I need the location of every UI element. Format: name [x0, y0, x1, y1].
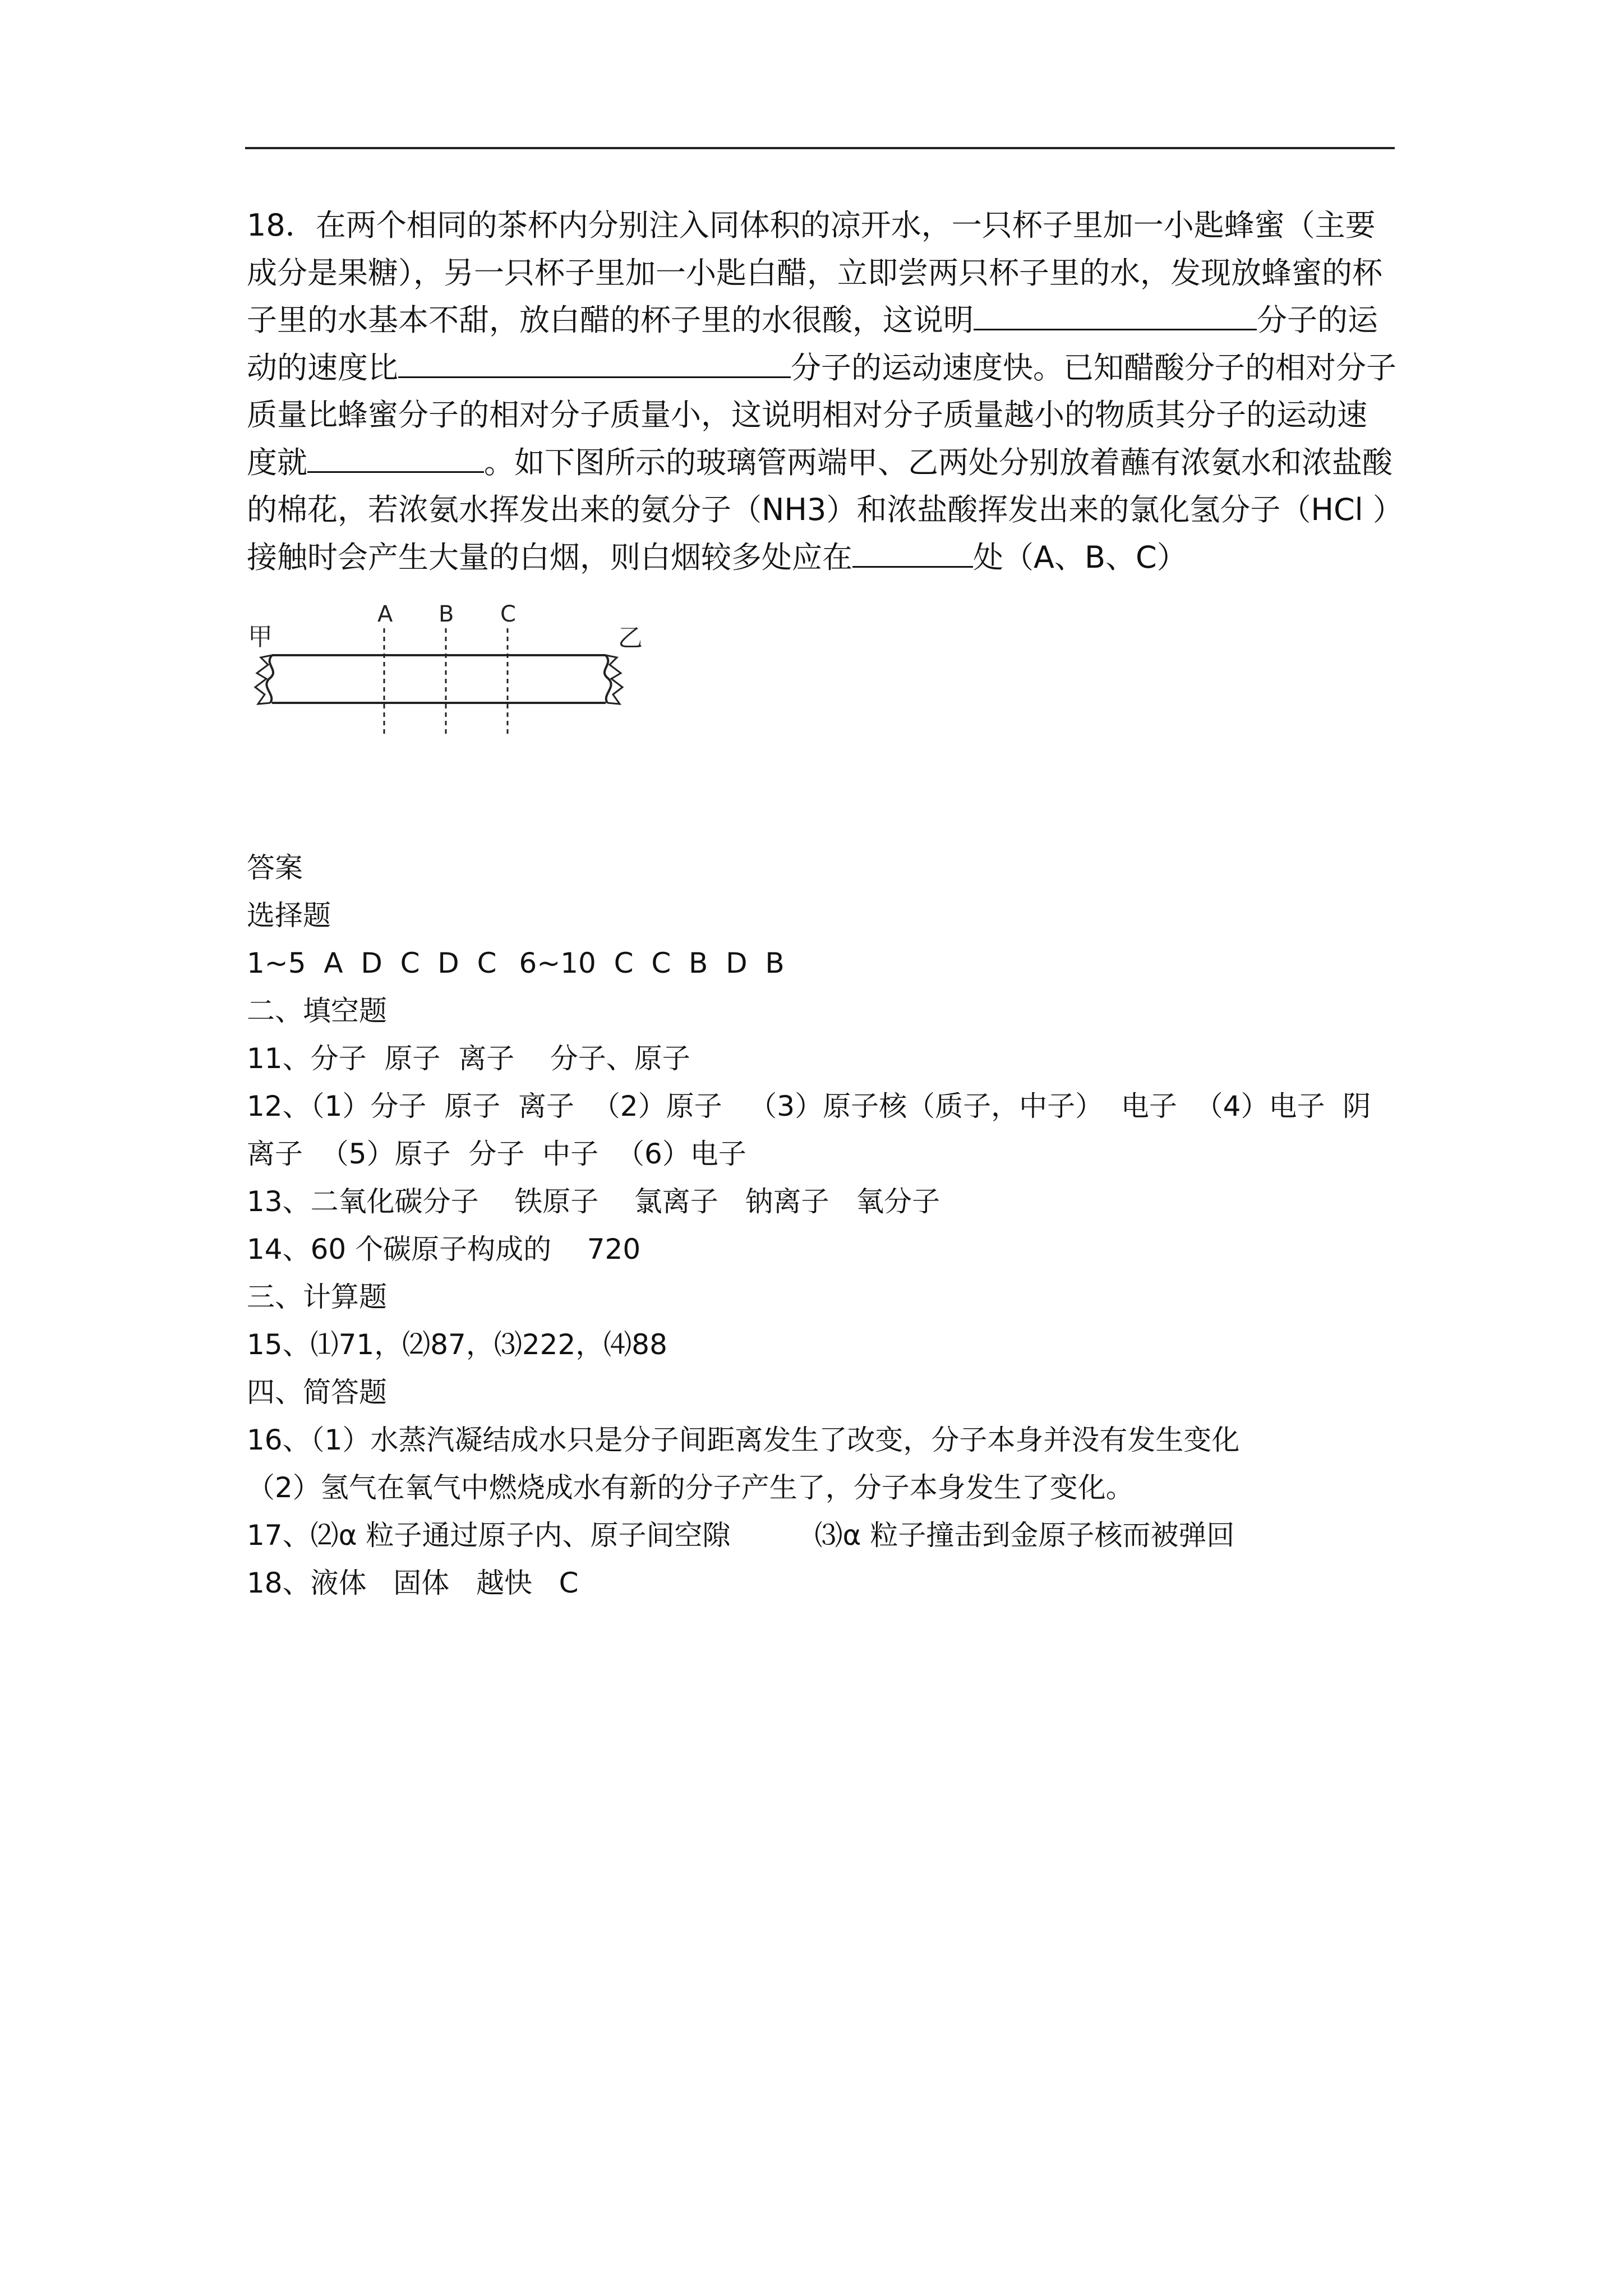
label-b: B [439, 601, 454, 627]
answer-17-2: ⑶α 粒子撞击到金原子核而被弹回 [814, 1519, 1235, 1552]
mc-6-10: C C B D B [614, 947, 785, 979]
glass-tube-figure [241, 595, 667, 740]
answer-18: 18、液体 固体 越快 C [247, 1567, 579, 1599]
question-text-4: 。如下图所示的玻璃管两端甲、乙两处分别放着蘸有浓氨水和浓盐酸的棉花，若浓氨水挥发出来的氨分子（NH3）和浓盐酸挥发出来的氯化氢分子（HCl ）接触时会产生大量的白烟，则白烟较多处应在 [247, 444, 1393, 575]
blank-2[interactable] [398, 346, 791, 378]
label-yi: 乙 [618, 624, 643, 652]
section-short: 四、简答题 [247, 1376, 387, 1409]
mc-6-10-label: 6~10 [519, 947, 596, 979]
answer-11: 11、分子 原子 离子 分子、原子 [247, 1042, 690, 1075]
answers-heading: 答案 [247, 852, 303, 884]
answer-15: 15、⑴71，⑵87，⑶222，⑷88 [247, 1328, 667, 1361]
question-text-2: 分子的运动的速度比 [247, 302, 1378, 385]
answer-17-1: 17、⑵α 粒子通过原子内、原子间空隙 [247, 1519, 731, 1552]
answer-16-2: （2）氢气在氧气中燃烧成水有新的分子产生了，分子本身发生了变化。 [247, 1471, 1134, 1504]
section-fill: 二、填空题 [247, 995, 387, 1027]
label-a: A [377, 601, 393, 627]
right-cotton-icon [605, 655, 611, 703]
question-18 [247, 202, 1396, 581]
label-jia: 甲 [248, 623, 273, 651]
answer-17 [247, 1512, 1396, 1559]
mc-1-5-label: 1~5 [247, 947, 306, 979]
section-calc: 三、计算题 [247, 1281, 387, 1313]
section-choice: 选择题 [247, 899, 331, 932]
blank-1[interactable] [974, 298, 1257, 330]
question-text-3: 分子的运动速度快。已知醋酸分子的相对分子质量比蜂蜜分子的相对分子质量小，这说明相对分子质量越小的物质其分子的运动速度就 [247, 349, 1396, 480]
header-rule [245, 147, 1395, 149]
question-text-5: 处（A、B、C） [973, 539, 1187, 575]
answer-mc [247, 940, 1396, 987]
question-text-1: 18．在两个相同的茶杯内分别注入同体积的凉开水，一只杯子里加一小匙蜂蜜（主要成分是果糖），另一只杯子里加一小匙白醋，立即尝两只杯子里的水，发现放蜂蜜的杯子里的水基本不甜，放白醋的杯子里的水很酸，这说明 [247, 208, 1382, 338]
blank-4[interactable] [852, 536, 973, 568]
answers-section [247, 844, 1396, 1607]
answer-13: 13、二氧化碳分子 铁原子 氯离子 钠离子 氧分子 [247, 1185, 940, 1218]
blank-3[interactable] [307, 441, 484, 473]
label-c: C [500, 601, 516, 627]
answer-16-1: 16、（1）水蒸汽凝结成水只是分子间距离发生了改变，分子本身并没有发生变化 [247, 1424, 1240, 1456]
answer-12: 12、（1）分子 原子 离子 （2）原子 （3）原子核（质子，中子） 电子 （4）电子 阴离子 （5）原子 分子 中子 （6）电子 [247, 1090, 1371, 1170]
answer-14: 14、60 个碳原子构成的 720 [247, 1233, 641, 1266]
left-cotton-icon [266, 655, 273, 703]
mc-1-5: A D C D C [324, 947, 497, 979]
